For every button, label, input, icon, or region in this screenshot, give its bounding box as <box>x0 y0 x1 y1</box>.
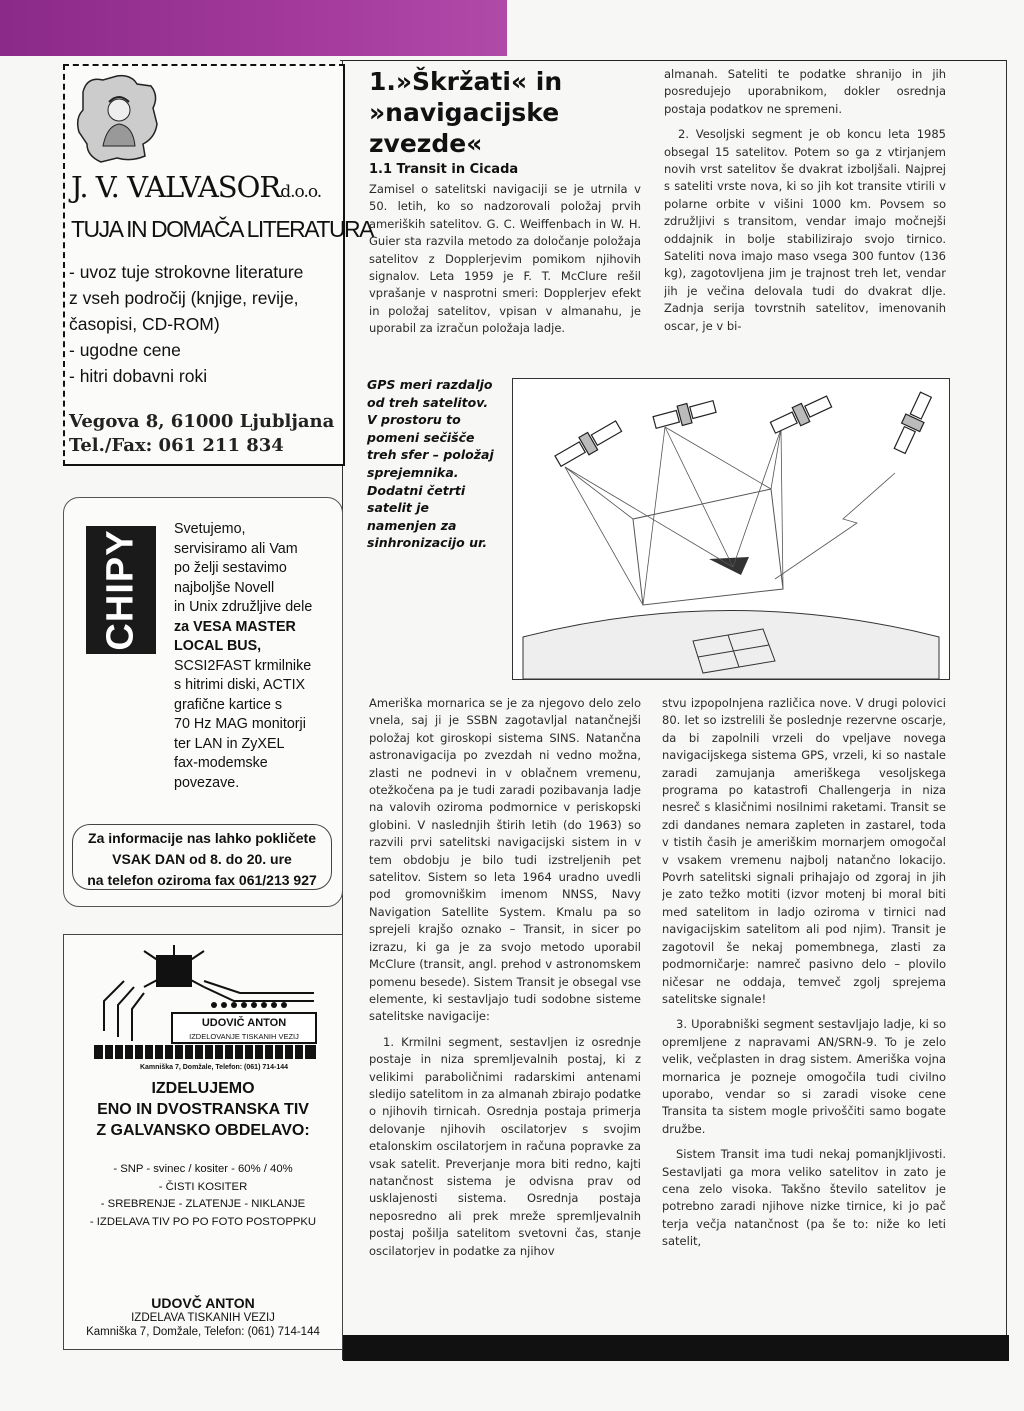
list-item: - SREBRENJE - ZLATENJE - NIKLANJE <box>100 1198 306 1210</box>
chipy-line: najboljše Novell <box>174 579 275 596</box>
chipy-info-line: na telefon oziroma fax 061/213 927 <box>87 872 317 888</box>
list-item: z vseh področij (knjige, revije, <box>69 288 299 308</box>
valvasor-logo <box>73 72 163 164</box>
udovic-footer-sub: IZDELAVA TISKANIH VEZIJ <box>131 1312 275 1324</box>
valvasor-phone: Tel./Fax: 061 211 834 <box>69 435 284 456</box>
article-column-bottom-left <box>369 695 641 1335</box>
chipy-ad <box>63 497 343 907</box>
paragraph: stvu izpopolnjena različica nove. V drugi polovici 80. let so izstrelili še poslednje rezervne oscarje, da bi zapolnili vrzeli do vpeljave novega navigacijskega sistema GPS, vrzeli, ki so nastale zaradi zamujanja ameriškega vesoljskega programa po katastrofi Challengerja in niza nesreč s klasičnimi nosilnimi raketami. Transit se zdi dandanes nemara zapleten in zastarel, toda v tistih časih je ameriškim mornarjem omogočal v vsakem vremenu najbolj natančno lokacijo. Povrh satelitski signali prihajajo od zgoraj in jih je zato težko motiti (izvor motenj bi moral biti med satelitom in ladjo oziroma v tirnici nad navigacijskim satelitom ali pod njim). Transit je zagotovil še nekaj pomembnega, zlasti za podmorničarje: namreč pasivno delo – plovilo ničesar ne oddaja, temveč zgolj sprejema satelitske signale! <box>662 696 946 1006</box>
chipy-line: servisiramo ali Vam <box>174 540 298 557</box>
chipy-line: po želji sestavimo <box>174 560 287 576</box>
chipy-description <box>174 520 339 793</box>
chipy-line: ter LAN in ZyXEL <box>174 735 285 752</box>
chipy-info-line: VSAK DAN od 8. do 20. ure <box>112 851 292 867</box>
chipy-line: in Unix združljive dele <box>174 599 313 615</box>
chipy-info-line: Za informacije nas lahko pokličete <box>88 830 316 846</box>
chipy-line: s hitrimi diski, ACTIX <box>174 677 306 693</box>
footer-bar <box>343 1335 1009 1361</box>
section-heading: 1.1 Transit in Cicada <box>369 162 519 177</box>
udovic-logo-address: Kamniška 7, Domžale, Telefon: (061) 714-144 <box>139 1064 289 1071</box>
list-item: - ČISTI KOSITER <box>158 1180 248 1193</box>
valvasor-services-list <box>69 259 341 389</box>
top-rule <box>340 60 1006 61</box>
valvasor-ad <box>63 64 374 466</box>
chipy-line: za VESA MASTER <box>174 618 296 635</box>
list-item: časopisi, CD-ROM) <box>69 314 220 334</box>
udovic-services-list <box>64 1161 342 1231</box>
list-item: - IZDELAVA TIV PO PO FOTO POSTOPPKU <box>89 1215 317 1228</box>
headline-line: IZDELUJEMO <box>151 1080 255 1097</box>
list-item: - SNP - svinec / kositer - 60% / 40% <box>113 1163 293 1175</box>
gps-satellite-illustration <box>513 379 949 679</box>
udovic-logo-name: UDOVIČ ANTON <box>201 1017 287 1029</box>
headline-line: Z GALVANSKO OBDELAVO: <box>96 1122 310 1139</box>
paragraph: Zamisel o satelitski navigaciji se je utrnila v 50. letih, ko so nadzorovali položaj prvih ameriških satelitov. G. C. Weiffenbach in W. H. Guier sta razvila metodo za določanje položaja satelitov z Dopplerjevim pomikom njihovih signalov. Leta 1959 je F. T. McClure rešil vprašanje v nasprotni smeri: Dopplerjev efekt in položaj satelitov, vpisan v almanahu, je uporabil za izračun položaja ladje. <box>369 182 641 336</box>
chipy-contact-box <box>72 824 332 890</box>
chipy-line: povezave. <box>174 774 240 791</box>
circuit-board-logo <box>84 941 324 1071</box>
chipy-line: Svetujemo, <box>174 521 246 537</box>
udovic-footer <box>64 1295 342 1339</box>
gps-diagram <box>512 378 950 680</box>
udovic-headline <box>64 1078 342 1141</box>
article-intro <box>369 181 641 361</box>
valvasor-address: Vegova 8, 61000 Ljubljana <box>69 411 335 432</box>
udovic-logo-sub: IZDELOVANJE TISKANIH VEZIJ <box>189 1032 299 1041</box>
list-item: - uvoz tuje strokovne literature <box>69 262 304 282</box>
header-color-band <box>0 0 507 56</box>
article-title: 1.»Škržati« in »navigacijske zvezde« <box>369 67 563 158</box>
chipy-line: fax-modemske <box>174 755 268 771</box>
chipy-line: 70 Hz MAG monitorji <box>174 716 306 732</box>
udovic-footer-address: Kamniška 7, Domžale, Telefon: (061) 714-144 <box>86 1326 320 1338</box>
chipy-line: SCSI2FAST krmilnike <box>174 657 312 674</box>
valvasor-subtitle: TUJA IN DOMAČA LITERATURA <box>71 216 374 242</box>
headline-line: ENO IN DVOSTRANSKA TIV <box>97 1101 309 1118</box>
chipy-line: grafične kartice s <box>174 696 283 713</box>
article-column-bottom-right <box>662 695 946 1335</box>
list-item: - ugodne cene <box>69 340 181 360</box>
list-item: - hitri dobavni roki <box>69 366 208 386</box>
chipy-line: LOCAL BUS, <box>174 638 262 654</box>
udovic-footer-name: UDOVČ ANTON <box>151 1295 255 1311</box>
paragraph: 2. Vesoljski segment je ob koncu leta 1985 obsegal 15 satelitov. Potem so ga z vtirjanjem novih vrst satelitov še dvakrat izboljšali. Najprej s sateliti vrste nova, ki so jih kot transite vtirili v polarne orbite v višini 1000 km. Povsem so združljivi s transitom, vendar imajo močnejši oddajnik in bolje stabilizirajo svojo tirnico. Sateliti nova imajo maso vsega 300 funtov (136 kg), zagotovljena jim je trajnost treh let, vendar jih je večina delovala tudi do dvakrat dlje. Zadnja serija tovrstnih satelitov, imenovanih oscar, je v bi- <box>664 127 946 333</box>
valvasor-contact <box>69 410 334 458</box>
paragraph: Ameriška mornarica se je za njegovo delo zelo vnela, saj ji je SSBN zagotavljal natančnejši položaj kot giroskopi sistema SINS. Natančna astronavigacija po zvezdah ni vedno možna, zlasti ne podnevi in v oblačnem vremenu, otežkočena pa je tudi zaradi pozibavanja ladje na valovih oziroma podmornice v periskopski globini. V naslednjih štirih letih (do 1963) so razvili prvi satelitski navigacijski sistem in v tem obdobju je bilo tudi izstreljenih pet satelitov. Sistem so leta 1964 uradno uvedli pod gromovniškim imenom NNSS, Navy Navigation Satellite System. Kmalu pa so sprejeli krajšo oznako – Transit, in sicer po izrazu, ki ga je za svojo metodo uporabil McClure (transit, angl. prehod v astronomskem pomenu besede). Sistem Transit je obsegal vse elemente, ki sestavljajo tudi sodobne sisteme satelitske navigacije: <box>369 696 641 1024</box>
column-rule-right <box>1006 60 1007 1360</box>
paragraph: almanah. Sateliti te podatke shranijo in jih posredujejo uporabnikom, dokler osrednja postaja podatkov ne spremeni. <box>664 67 946 116</box>
chipy-logo: CHIPY <box>86 526 156 654</box>
valvasor-title: J. V. VALVASORd.o.o. <box>71 170 322 204</box>
paragraph: 1. Krmilni segment, sestavljen iz osrednje postaje in niza spremljevalnih postaj, ki z velikimi paraboličnimi radarskimi antenami sledijo satelitom in za almanah zbirajo podatke o njihovih tirnicah. Osrednja postaja primerja delovanje njihovih oscilatorjev s svojim etalonskim oscilatorjem in računa popravke za vsak satelit. Preverjanje mora biti redno, kajti natančnost sistema je odvisna prav od usklajenosti sistema. Osrednja postaja neposredno ali prek mreže spremljevalnih postaj pošilja satelitom svetovni čas, stanje oscilatorjev in podatke za njihov <box>369 1034 641 1258</box>
article-column-top-right <box>664 66 946 360</box>
udovic-ad <box>63 934 343 1350</box>
figure-caption: GPS meri razdaljo od treh satelitov. V prostoru to pomeni sečišče treh sfer – položaj sprejemnika. Dodatni četrti satelit je namenjen za sinhronizacijo ur. <box>367 377 494 551</box>
paragraph: 3. Uporabniški segment sestavljajo ladje, ki so opremljene z napravami AN/SRN-9. To je zelo velik, večplasten in drag sistem. Ameriška vojna mornarica je pozneje omogočila tudi civilno uporabo, vendar so si zaradi visoke cene Transita ta sistem mogle privoščiti samo bogate družbe. <box>662 1017 946 1136</box>
paragraph: Sistem Transit ima tudi nekaj pomanjkljivosti. Sestavljati ga mora veliko satelitov in zato je cena zelo visoka. Takšno število satelitov je potrebno zaradi njihove nizke tirnice, ki jo pač terja večja natančnost (pa še to: niže ko leti satelit, <box>662 1147 946 1249</box>
